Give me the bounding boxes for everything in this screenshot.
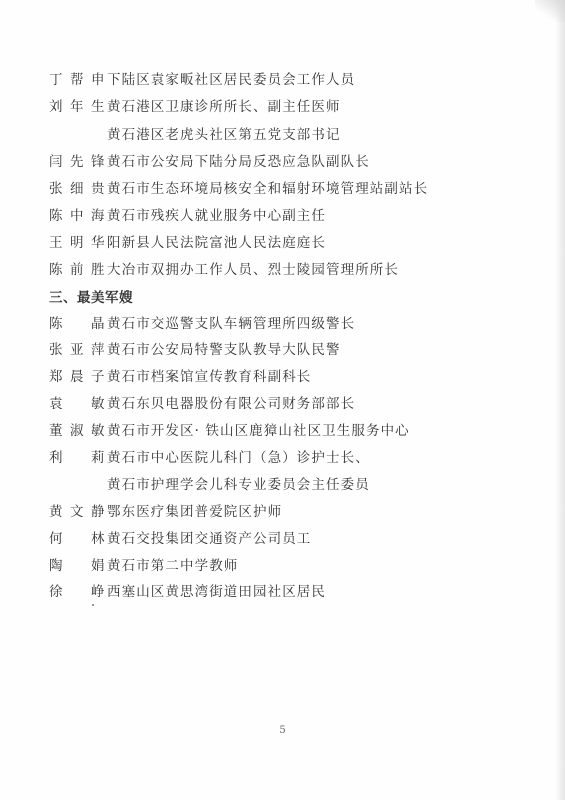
person-name: 丁帮申 [49, 72, 105, 88]
person-description: 黄石交投集团交通资产公司员工 [107, 531, 312, 547]
person-name: 利莉 [49, 450, 105, 466]
page-corner-shadow [535, 0, 565, 22]
person-name: 刘年生 [49, 99, 105, 115]
person-name: 黄文静 [49, 504, 105, 520]
person-description: 黄石市第二中学教师 [107, 558, 239, 574]
person-description: 西塞山区黄思湾街道田园社区居民 [107, 584, 326, 600]
person-name: 张亚萍 [49, 342, 105, 358]
person-name: 张细贵 [49, 181, 105, 197]
person-description: 黄石港区老虎头社区第五党支部书记 [107, 127, 341, 143]
person-description: 黄石市残疾人就业服务中心副主任 [107, 208, 326, 224]
person-description: 黄石市公安局特警支队教导大队民警 [107, 342, 341, 358]
page-number: 5 [279, 725, 286, 736]
scan-speck [92, 604, 94, 606]
person-name: 陈中海 [49, 208, 105, 224]
person-description: 阳新县人民法院富池人民法庭庭长 [107, 235, 326, 251]
person-name: 董淑敏 [49, 423, 105, 439]
person-name: 闫先锋 [49, 154, 105, 170]
person-name: 袁敏 [49, 396, 105, 412]
person-description: 黄石市中心医院儿科门（急）诊护士长、 [107, 450, 370, 466]
person-name: 陈晶 [49, 316, 105, 332]
person-description: 黄石东贝电器股份有限公司财务部部长 [107, 396, 356, 412]
person-name: 陈前胜 [49, 262, 105, 278]
person-name: 郑晨子 [49, 369, 105, 385]
person-name: 陶娟 [49, 558, 105, 574]
person-description: 黄石市生态环境局核安全和辐射环境管理站副站长 [107, 181, 429, 197]
person-description: 黄石市档案馆宣传教育科副科长 [107, 369, 312, 385]
person-description: 黄石市公安局下陆分局反恐应急队副队长 [107, 154, 370, 170]
person-description: 黄石市护理学会儿科专业委员会主任委员 [107, 477, 370, 493]
person-description: 大冶市双拥办工作人员、烈士陵园管理所所长 [107, 262, 399, 278]
person-description: 黄石市交巡警支队车辆管理所四级警长 [107, 316, 356, 332]
person-name: 王明华 [49, 235, 105, 251]
person-description: 鄂东医疗集团普爱院区护师 [107, 504, 283, 520]
person-description: 黄石市开发区· 铁山区鹿獐山社区卫生服务中心 [107, 423, 410, 439]
person-description: 黄石港区卫康诊所所长、副主任医师 [107, 99, 341, 115]
page-edge-shadow [555, 0, 565, 800]
person-name: 何林 [49, 531, 105, 547]
section-heading: 三、最美军嫂 [49, 290, 133, 306]
person-description: 下陆区袁家畈社区居民委员会工作人员 [107, 72, 356, 88]
person-name: 徐峥 [49, 584, 105, 600]
